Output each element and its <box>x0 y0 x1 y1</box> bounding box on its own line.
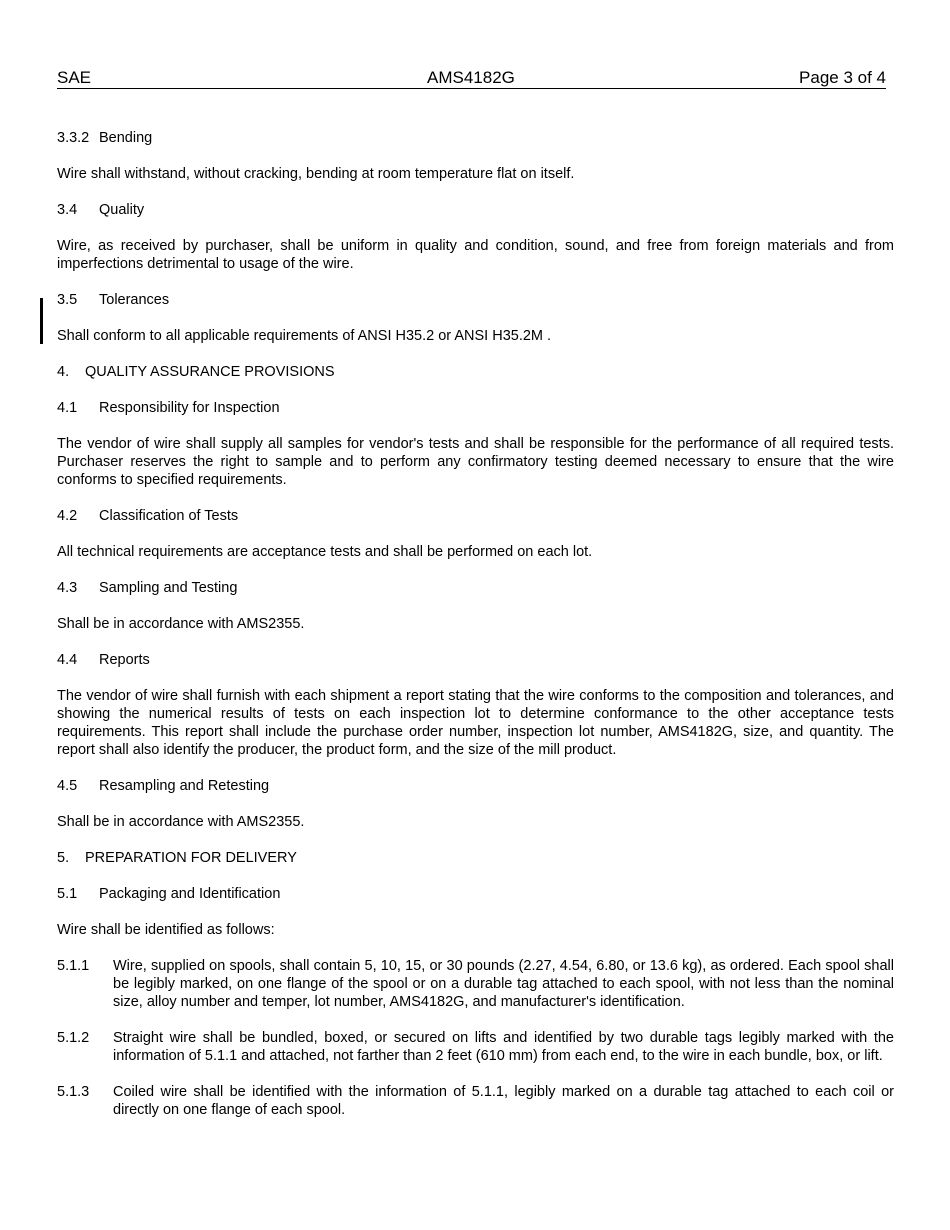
header-org: SAE <box>57 68 92 87</box>
section-number: 5.1.1 <box>57 958 90 974</box>
section-4-2-text: All technical requirements are acceptance tests and shall be performed on each lot. <box>57 544 593 560</box>
section-4-1-text: The vendor of wire shall supply all samples for vendor's tests and shall be responsible for the performance of all required tests. Purchaser reserves the right to sample and to perform any confirmatory testing deemed necessary to ensure that the wire conforms to specified requirements. <box>57 436 894 488</box>
section-title: Responsibility for Inspection <box>99 400 280 416</box>
section-3-4-heading <box>57 201 894 219</box>
section-text: Wire, supplied on spools, shall contain 5, 10, 15, or 30 pounds (2.27, 4.54, 6.80, or 13.6 kg), as ordered. Each spool shall be legibly marked, on one flange of the spool or on a durable tag attached to each spool, with not less than the nominal size, alloy number and temper, lot number, AMS4182G, and manufacturer's identification. <box>113 958 894 1010</box>
section-number: 4.2 <box>57 508 78 524</box>
section-number: 4.1 <box>57 400 78 416</box>
section-5-1-3 <box>57 1083 894 1119</box>
section-5-1-text: Wire shall be identified as follows: <box>57 922 275 938</box>
section-5-1-heading <box>57 885 894 903</box>
section-title: Tolerances <box>99 292 170 308</box>
section-title: Sampling and Testing <box>99 580 238 596</box>
section-number: 3.5 <box>57 292 78 308</box>
section-3-3-2-heading <box>57 129 894 147</box>
section-3-5-heading <box>57 291 894 309</box>
section-4-5-heading <box>57 777 894 795</box>
section-4-5-text: Shall be in accordance with AMS2355. <box>57 814 305 830</box>
section-4-3-heading <box>57 579 894 597</box>
section-title: Classification of Tests <box>99 508 239 524</box>
section-4-4-text: The vendor of wire shall furnish with each shipment a report stating that the wire conforms to the composition and tolerances, and showing the numerical results of tests on each inspection lot to determine conformance to the other acceptance tests requirements. This report shall include the purchase order number, inspection lot number, AMS4182G, size, and quantity. The report shall also identify the producer, the product form, and the size of the mill product. <box>57 688 894 758</box>
section-number: 4.5 <box>57 778 78 794</box>
section-number: 5.1.3 <box>57 1084 90 1100</box>
section-text: Coiled wire shall be identified with the information of 5.1.1, legibly marked on a durable tag attached to each coil or directly on one flange of each spool. <box>113 1084 894 1118</box>
section-5-1-2 <box>57 1029 894 1065</box>
section-5-1-1 <box>57 957 894 1011</box>
section-4-2-heading <box>57 507 894 525</box>
section-number: 4.3 <box>57 580 78 596</box>
header-page-number: Page 3 of 4 <box>799 68 886 87</box>
section-title: Bending <box>99 130 153 146</box>
section-number: 3.3.2 <box>57 130 90 146</box>
revision-change-bar <box>40 298 43 344</box>
section-3-3-2-text: Wire shall withstand, without cracking, bending at room temperature flat on itself. <box>57 166 575 182</box>
section-title: Resampling and Retesting <box>99 778 270 794</box>
section-4-3-text: Shall be in accordance with AMS2355. <box>57 616 305 632</box>
section-title: PREPARATION FOR DELIVERY <box>85 850 297 866</box>
section-number: 4. <box>57 364 70 380</box>
section-number: 4.4 <box>57 652 78 668</box>
section-number: 3.4 <box>57 202 78 218</box>
section-text: Straight wire shall be bundled, boxed, or secured on lifts and identified by two durable tags legibly marked with the information of 5.1.1 and attached, not farther than 2 feet (610 mm) from each end, to the wire in each bundle, box, or lift. <box>113 1030 894 1064</box>
section-3-4-text: Wire, as received by purchaser, shall be uniform in quality and condition, sound, and free from foreign materials and from imperfections detrimental to usage of the wire. <box>57 238 894 272</box>
section-title: Reports <box>99 652 150 668</box>
page-header <box>57 68 886 89</box>
section-4-heading <box>57 363 894 381</box>
document-body <box>57 129 894 1137</box>
section-4-1-heading <box>57 399 894 417</box>
section-title: Packaging and Identification <box>99 886 281 902</box>
section-4-4-heading <box>57 651 894 669</box>
section-number: 5.1.2 <box>57 1030 90 1046</box>
section-number: 5. <box>57 850 70 866</box>
section-title: QUALITY ASSURANCE PROVISIONS <box>85 364 335 380</box>
section-title: Quality <box>99 202 145 218</box>
section-5-heading <box>57 849 894 867</box>
header-doc-number: AMS4182G <box>427 68 515 87</box>
section-3-5-text: Shall conform to all applicable requirements of ANSI H35.2 or ANSI H35.2M . <box>57 328 552 344</box>
section-number: 5.1 <box>57 886 78 902</box>
